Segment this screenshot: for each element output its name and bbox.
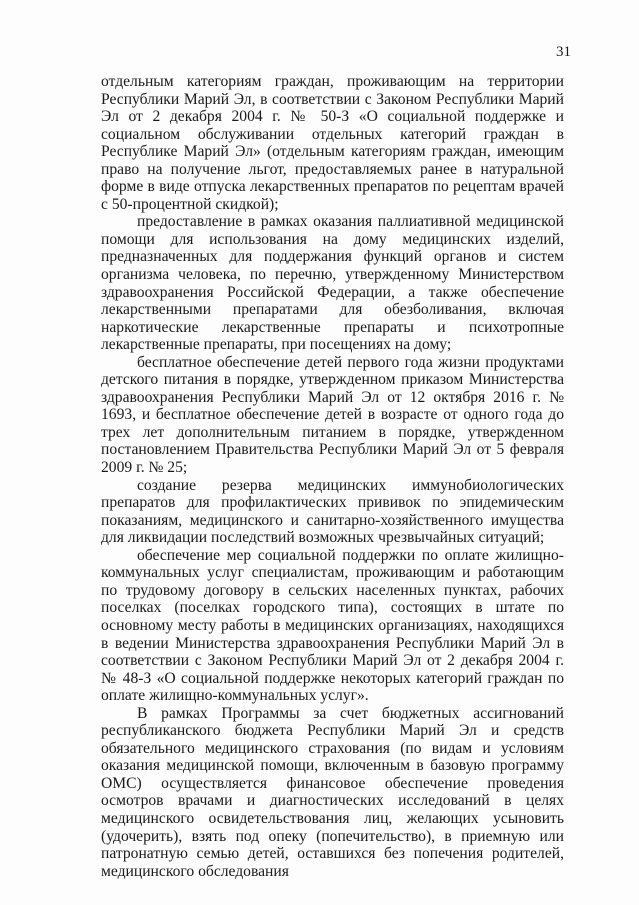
page-number: 31 <box>556 44 571 60</box>
paragraph-social-support: обеспечение мер социальной поддержки по оплате жилищно-коммунальных услуг специалистам, проживающим и работающим по трудовому договору в сельских населенных пунктах, рабочих поселках (поселках городского типа), состоящих в штате по основному месту работы в медицинских организациях, находящихся в ведении Министерства здравоохранения Республики Марий Эл в соответствии с Законом Республики Марий Эл от 2 декабря 2004 г. № 48-З «О социальной поддержке некоторых категорий граждан по оплате жилищно-коммунальных услуг». <box>101 546 564 705</box>
paragraph-continuation: отдельным категориям граждан, проживающим на территории Республики Марий Эл, в соответствии с Законом Республики Марий Эл от 2 декабря 2004 г. № 50-З «О социальной поддержке и социальном обслуживании отдельных категорий граждан в Республике Марий Эл» (отдельным категориям граждан, имеющим право на получение льгот, предоставляемых ранее в натуральной форме в виде отпуска лекарственных препаратов по рецептам врачей с 50-процентной скидкой); <box>101 73 564 213</box>
paragraph-child-nutrition: бесплатное обеспечение детей первого года жизни продуктами детского питания в порядке, утвержденном приказом Министерства здравоохранения Республики Марий Эл от 12 октября 2016 г. № 1693, и бесплатное обеспечение детей в возрасте от одного года до трех лет дополнительным питанием в порядке, утвержденном постановлением Правительства Республики Марий Эл от 5 февраля 2009 г. № 25; <box>101 353 564 477</box>
document-body <box>101 73 564 880</box>
paragraph-palliative-care: предоставление в рамках оказания паллиативной медицинской помощи для использования на дому медицинских изделий, предназначенных для поддержания функций органов и систем организма человека, по перечню, утвержденному Министерством здравоохранения Российской Федерации, а также обеспечение лекарственными препаратами для обезболивания, включая наркотические лекарственные препараты и психотропные лекарственные препараты, при посещениях на дому; <box>101 213 564 354</box>
paragraph-reserve: создание резерва медицинских иммунобиологических препаратов для профилактических прививок по эпидемическим показаниям, медицинского и санитарно-хозяйственного имущества для ликвидации последствий возможных чрезвычайных ситуаций; <box>101 476 564 547</box>
paragraph-program-funding: В рамках Программы за счет бюджетных ассигнований республиканского бюджета Республики Марий Эл и средств обязательного медицинского страхования (по видам и условиям оказания медицинской помощи, включенным в базовую программу ОМС) осуществляется финансовое обеспечение проведения осмотров врачами и диагностических исследований в целях медицинского освидетельствования лиц, желающих усыновить (удочерить), взять под опеку (попечительство), в приемную или патронатную семью детей, оставшихся без попечения родителей, медицинского обследования <box>101 704 564 880</box>
